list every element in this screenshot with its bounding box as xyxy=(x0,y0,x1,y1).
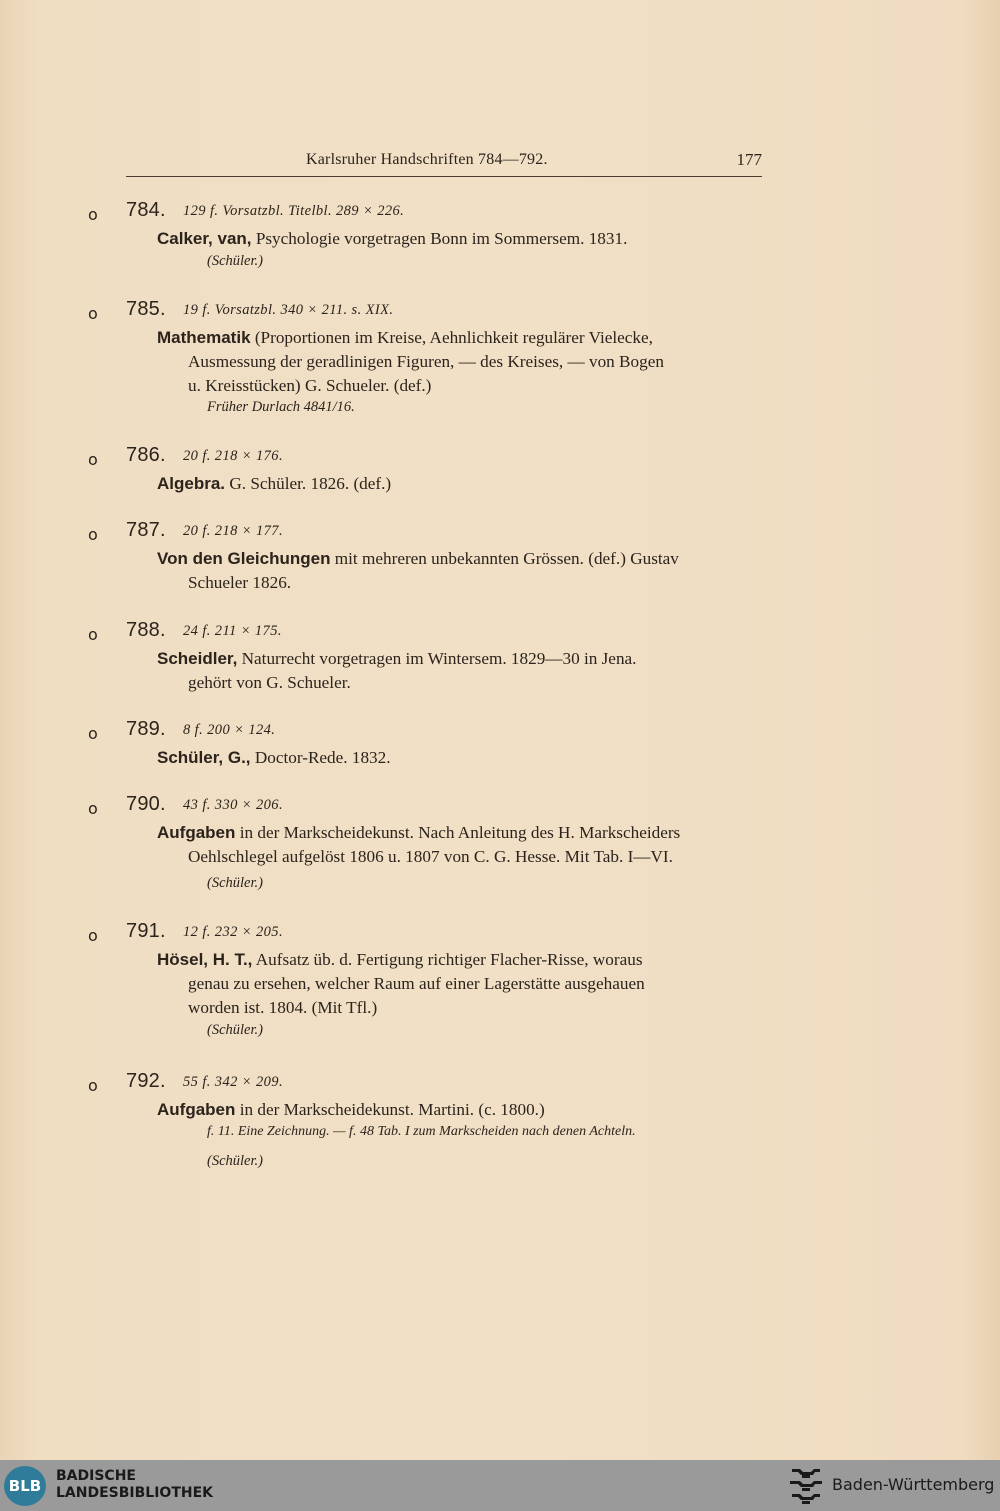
entry-marker: o xyxy=(88,525,98,544)
entry-note: (Schüler.) xyxy=(207,1153,263,1169)
entry-continuation: Schueler 1826. xyxy=(188,573,292,592)
entry-text: in der Markscheidekunst. Nach Anleitung des H. Markscheiders xyxy=(235,823,681,842)
entry-number: 791. xyxy=(126,920,166,942)
entry-lead: Scheidler, xyxy=(157,649,238,668)
entry-number: 785. xyxy=(126,298,166,320)
entry-lead: Aufgaben xyxy=(157,1100,236,1119)
blb-logo[interactable]: BLB xyxy=(4,1466,46,1506)
entry-number: 790. xyxy=(126,793,166,815)
entry-meta: 19 f. Vorsatzbl. 340 × 211. s. XIX. xyxy=(183,302,394,318)
entry-continuation: Ausmessung der geradlinigen Figuren, — des Kreises, — von Bogen xyxy=(188,352,664,371)
entry-meta: 129 f. Vorsatzbl. Titelbl. 289 × 226. xyxy=(183,203,405,219)
entry-meta: 24 f. 211 × 175. xyxy=(183,623,282,639)
entry-continuation: gehört von G. Schueler. xyxy=(188,673,351,692)
entry-meta: 55 f. 342 × 209. xyxy=(183,1074,283,1090)
entry-body xyxy=(157,647,766,695)
entry-marker: o xyxy=(88,205,98,224)
entry-lead: Aufgaben xyxy=(157,823,236,842)
running-head-title: Karlsruher Handschriften 784—792. xyxy=(306,151,548,168)
entry-text: in der Markscheidekunst. Martini. (c. 1800.) xyxy=(235,1100,545,1119)
entry-marker: o xyxy=(88,450,98,469)
entry-marker: o xyxy=(88,1076,98,1095)
entry-meta: 20 f. 218 × 176. xyxy=(183,448,283,464)
entry-body xyxy=(157,948,766,1020)
entry-body xyxy=(157,326,766,398)
entry-lead: Schüler, G., xyxy=(157,748,251,767)
coat-of-arms-icon[interactable] xyxy=(788,1465,824,1507)
entry-body xyxy=(157,227,766,251)
entry-continuation: u. Kreisstücken) G. Schueler. (def.) xyxy=(188,376,432,395)
entry-continuation: worden ist. 1804. (Mit Tfl.) xyxy=(188,998,378,1017)
entry-meta: 12 f. 232 × 205. xyxy=(183,924,283,940)
entry-text: Naturrecht vorgetragen im Wintersem. 1829—30 in Jena. xyxy=(237,649,637,668)
entry-text: Psychologie vorgetragen Bonn im Sommersem. 1831. xyxy=(251,229,628,248)
library-name-line2: LANDESBIBLIOTHEK xyxy=(56,1485,214,1501)
viewer-footer-bar xyxy=(0,1460,1000,1511)
entry-meta: 8 f. 200 × 124. xyxy=(183,722,276,738)
entry-number: 788. xyxy=(126,619,166,641)
entry-lead: Algebra. xyxy=(157,474,226,493)
entry-continuation: Oehlschlegel aufgelöst 1806 u. 1807 von C. G. Hesse. Mit Tab. I—VI. xyxy=(188,847,673,866)
entry-note: (Schüler.) xyxy=(207,253,263,269)
entry-text: Doctor-Rede. 1832. xyxy=(250,748,391,767)
entry-marker: o xyxy=(88,304,98,323)
entry-marker: o xyxy=(88,625,98,644)
entry-lead: Von den Gleichungen xyxy=(157,549,331,568)
library-name[interactable] xyxy=(56,1468,213,1502)
entry-number: 789. xyxy=(126,718,166,740)
entry-number: 792. xyxy=(126,1070,166,1092)
entry-continuation: genau zu ersehen, welcher Raum auf einer Lagerstätte ausgehauen xyxy=(188,974,645,993)
entry-text: Aufsatz üb. d. Fertigung richtiger Flacher-Risse, woraus xyxy=(252,950,643,969)
entry-text: G. Schüler. 1826. (def.) xyxy=(225,474,392,493)
entry-meta: 43 f. 330 × 206. xyxy=(183,797,283,813)
entry-lead: Hösel, H. T., xyxy=(157,950,253,969)
running-head xyxy=(126,150,762,177)
entry-number: 786. xyxy=(126,444,166,466)
entry-note: Früher Durlach 4841/16. xyxy=(207,399,355,415)
entry-text: mit mehreren unbekannten Grössen. (def.) Gustav xyxy=(330,549,679,568)
entry-lead: Calker, van, xyxy=(157,229,252,248)
state-name[interactable]: Baden-Württemberg xyxy=(832,1475,995,1494)
entry-note: f. 11. Eine Zeichnung. — f. 48 Tab. I zum Markscheiden nach denen Achteln. xyxy=(207,1124,636,1139)
entry-meta: 20 f. 218 × 177. xyxy=(183,523,283,539)
entry-number: 787. xyxy=(126,519,166,541)
entry-body xyxy=(157,1098,766,1122)
entry-marker: o xyxy=(88,799,98,818)
entry-lead: Mathematik xyxy=(157,328,251,347)
entry-body xyxy=(157,472,766,496)
entry-text: (Proportionen im Kreise, Aehnlichkeit regulärer Vielecke, xyxy=(250,328,653,347)
entry-body xyxy=(157,746,766,770)
entry-marker: o xyxy=(88,724,98,743)
entry-marker: o xyxy=(88,926,98,945)
entry-note: (Schüler.) xyxy=(207,875,263,891)
entry-number: 784. xyxy=(126,199,166,221)
entry-body xyxy=(157,547,766,595)
entry-body xyxy=(157,821,766,869)
library-name-line1: BADISCHE xyxy=(56,1468,136,1484)
entry-note: (Schüler.) xyxy=(207,1022,263,1038)
page-number: 177 xyxy=(736,150,762,169)
